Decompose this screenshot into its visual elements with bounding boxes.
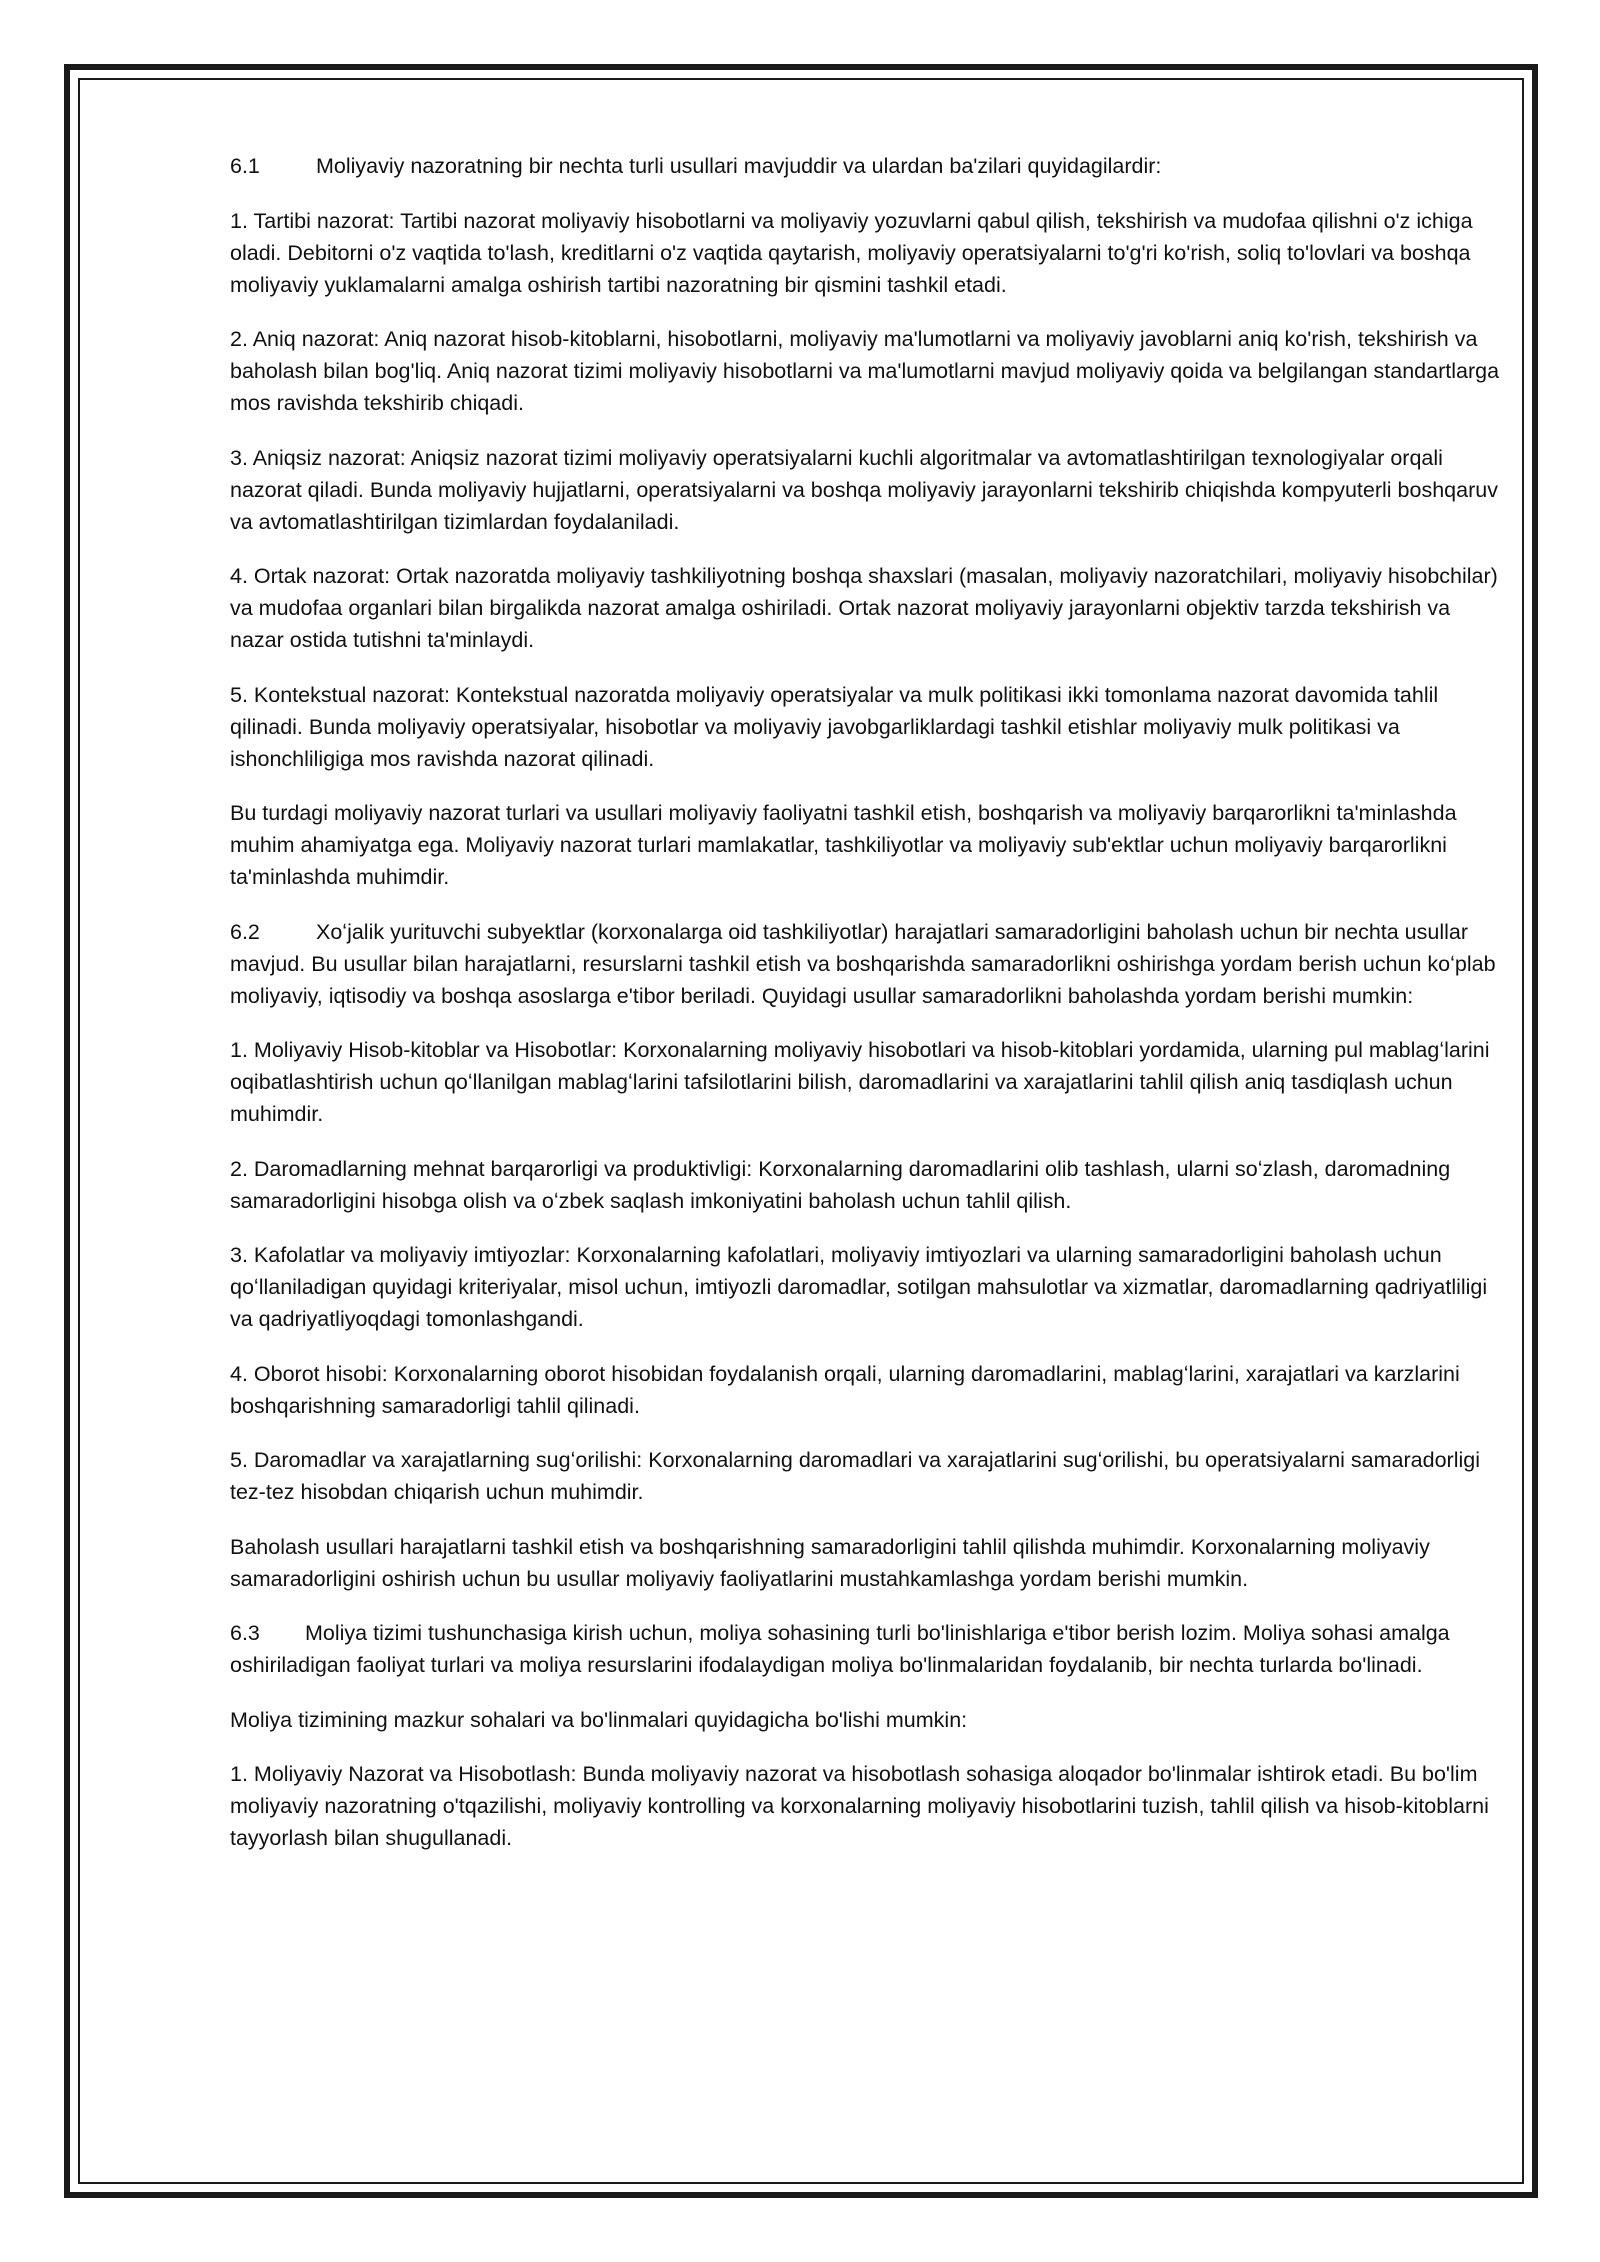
paragraph: 4. Oborot hisobi: Korxonalarning oborot hisobidan foydalanish orqali, ularning daromadlarini, mablagʻlarini, xarajatlari va karzlarini boshqarishning samaradorligi tahlil qilinadi. [230,1361,1460,1418]
paragraph: 3. Kafolatlar va moliyaviy imtiyozlar: Korxonalarning kafolatlari, moliyaviy imtiyozlari va ularning samaradorligini baholash uchun qoʻllaniladigan quyidagi kriteriyalar, misol uchun, imtiyozli daromadlar, sotilgan mahsulotlar va xizmatlar, daromadlarning qadriyatliligi va qadriyatliyoqdagi tomonlashgandi. [230,1243,1488,1331]
paragraph: Moliya tizimining mazkur sohalari va bo'linmalari quyidagicha bo'lishi mumkin: [230,1707,968,1732]
section-heading-text: Moliyaviy nazoratning bir nechta turli usullari mavjuddir va ulardan ba'zilari quyidagilardir: [316,154,1162,178]
section-6-1-heading [230,150,1500,182]
section-heading-text: Moliya tizimi tushunchasiga kirish uchun, moliya sohasining turli bo'linishlariga e'tibor berish lozim. Moliya sohasi amalga oshiriladigan faoliyat turlari va moliya resurslarini ifodalaydigan moliya bo'linmalaridan foydalanib, bir nechta turlarda bo'linadi. [230,1621,1450,1677]
section-6-3-heading [230,1617,1500,1681]
document-body [230,150,1500,1877]
paragraph: 3. Aniqsiz nazorat: Aniqsiz nazorat tizimi moliyaviy operatsiyalarni kuchli algoritmalar va avtomatlashtirilgan texnologiyalar orqali nazorat qiladi. Bunda moliyaviy hujjatlarni, operatsiyalarni va boshqa moliyaviy jarayonlarni tekshirib chiqishda kompyuterli boshqaruv va avtomatlashtirilgan tizimlardan foydalaniladi. [230,445,1498,534]
section-6-2-heading [230,916,1500,1012]
paragraph: 5. Daromadlar va xarajatlarning sugʻorilishi: Korxonalarning daromadlari va xarajatlarini sugʻorilishi, bu operatsiyalarni samaradorligi tez-tez hisobdan chiqarish uchun muhimdir. [230,1448,1480,1504]
paragraph: 2. Daromadlarning mehnat barqarorligi va produktivligi: Korxonalarning daromadlarini olib tashlash, ularni soʻzlash, daromadning samaradorligini hisobga olish va oʻzbek saqlash imkoniyatini baholash uchun tahlil qilish. [230,1156,1451,1213]
paragraph: 4. Ortak nazorat: Ortak nazoratda moliyaviy tashkiliyotning boshqa shaxslari (masalan, moliyaviy nazoratchilari, moliyaviy hisobchilar) va mudofaa organlari bilan birgalikda nazorat amalga oshiriladi. Ortak nazorat moliyaviy jarayonlarni objektiv tarzda tekshirish va nazar ostida tutishni ta'minlaydi. [230,564,1498,652]
section-number: 6.3 [230,1621,260,1645]
paragraph: 5. Kontekstual nazorat: Kontekstual nazoratda moliyaviy operatsiyalar va mulk politikasi ikki tomonlama nazorat davomida tahlil qilinadi. Bunda moliyaviy operatsiyalar, hisobotlar va moliyaviy javobgarliklardagi tashkil etishlar moliyaviy mulk politikasi va ishonchliligiga mos ravishda nazorat qilinadi. [230,682,1439,771]
section-number: 6.1 [230,154,260,178]
paragraph: 1. Moliyaviy Nazorat va Hisobotlash: Bunda moliyaviy nazorat va hisobotlash sohasiga aloqador bo'linmalar ishtirok etadi. Bu bo'lim moliyaviy nazoratning o'tqazilishi, moliyaviy kontrolling va korxonalarning moliyaviy hisobotlarini tuzish, tahlil qilish va hisob-kitoblarni tayyorlash bilan shugullanadi. [230,1762,1489,1850]
paragraph: 1. Moliyaviy Hisob-kitoblar va Hisobotlar: Korxonalarning moliyaviy hisobotlari va hisob-kitoblari yordamida, ularning pul mablagʻlarini oqibatlashtirish uchun qoʻllanilgan mablagʻlarini tafsilotlarini bilish, daromadlarini va xarajatlarini tahlil qilish aniq tasdiqlash uchun muhimdir. [230,1038,1490,1126]
section-heading-text: Xoʻjalik yurituvchi subyektlar (korxonalarga oid tashkiliyotlar) harajatlari samaradorligini baholash uchun bir nechta usullar mavjud. Bu usullar bilan harajatlarni, resurslarni tashkil etish va boshqarishda samaradorlikni oshirishga yordam berish uchun koʻplab moliyaviy, iqtisodiy va boshqa asoslarga e'tibor beriladi. Quyidagi usullar samaradorlikni baholashda yordam berishi mumkin: [230,919,1496,1008]
section-number: 6.2 [230,919,260,944]
paragraph: Bu turdagi moliyaviy nazorat turlari va usullari moliyaviy faoliyatni tashkil etish, boshqarish va moliyaviy barqarorlikni ta'minlashda muhim ahamiyatga ega. Moliyaviy nazorat turlari mamlakatlar, tashkiliyotlar va moliyaviy sub'ektlar uchun moliyaviy barqarorlikni ta'minlashda muhimdir. [230,801,1457,889]
paragraph: 1. Tartibi nazorat: Tartibi nazorat moliyaviy hisobotlarni va moliyaviy yozuvlarni qabul qilish, tekshirish va mudofaa qilishni o'z ichiga oladi. Debitorni o'z vaqtida to'lash, kreditlarni o'z vaqtida qaytarish, moliyaviy operatsiyalarni to'g'ri ko'rish, soliq to'lovlari va boshqa moliyaviy yuklamalarni amalga oshirish tartibi nazoratning bir qismini tashkil etadi. [230,208,1473,297]
paragraph: Baholash usullari harajatlarni tashkil etish va boshqarishning samaradorligini tahlil qilishda muhimdir. Korxonalarning moliyaviy samaradorligini oshirish uchun bu usullar moliyaviy faoliyatlarini mustahkamlashga yordam berishi mumkin. [230,1534,1430,1591]
paragraph: 2. Aniq nazorat: Aniq nazorat hisob-kitoblarni, hisobotlarni, moliyaviy ma'lumotlarni va moliyaviy javoblarni aniq ko'rish, tekshirish va baholash bilan bog'liq. Aniq nazorat tizimi moliyaviy hisobotlarni va ma'lumotlarni mavjud moliyaviy qoida va belgilangan standartlarga mos ravishda tekshirib chiqadi. [230,327,1500,415]
